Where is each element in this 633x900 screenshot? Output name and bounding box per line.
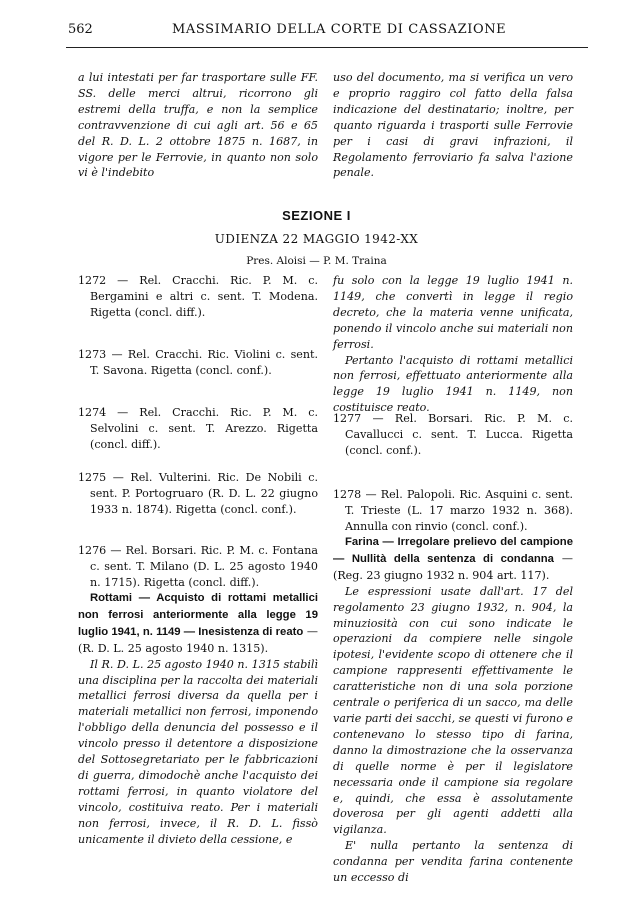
rottami-ref: — (R. D. L. 25 agosto 1940 n. 1315). [78,624,318,655]
entry-1276: 1276 — Rel. Borsari. Ric. P. M. c. Fontana c. sent. T. Milano (D. L. 25 agosto 1940 n. 1715). Rigetta (concl. diff.). [78,544,318,589]
rottami-heading: Rottami — Acquisto di rottami metallici non ferrosi anteriormente alla legge 19 luglio 1941, n. 1149 — Inesistenza di reato [78,592,318,638]
rottami-body: Il R. D. L. 25 agosto 1940 n. 1315 stabilì una disciplina per la raccolta dei materiali metallici ferrosi diversa da quella per i materiali metallici non ferrosi, imponendo l'obbligo della denuncia del possesso e il vincolo presso il detentore a disposizione del Sottosegretariato per le fabbricazioni di guerra, dimodochè anche l'acquisto dei rottami ferrosi, in quanto violatore del vincolo, costituiva reato. Per i materiali non ferrosi, invece, il R. D. L. fissò unicamente il divieto della cessione, e [78,657,318,846]
page-number: 562 [68,22,93,37]
top-right-paragraph: uso del documento, ma si verifica un vero e proprio raggiro col fatto della falsa indicazione del destinatario; inoltre, per quanto riguarda i trasporti sulle Ferrovie per i casi di gravi infrazioni, il Regolamento ferroviario fa salva l'azione penale. [333,71,573,180]
farina-heading: Farina — Irregolare prelievo del campione — Nullità della sentenza di condanna [333,536,573,565]
rottami-block [78,590,318,848]
entry-1273: 1273 — Rel. Cracchi. Ric. Violini c. sent. T. Savona. Rigetta (concl. conf.). [78,348,318,377]
farina-ref: — (Reg. 23 giugno 1932 n. 904 art. 117). [333,551,573,582]
section-title: SEZIONE I [282,208,351,223]
right-continuation [333,273,573,416]
top-left-paragraph: a lui intestati per far trasportare sulle FF. SS. delle merci altrui, ricorrono gli estremi della truffa, e non la semplice contravvenzione di cui agli art. 56 e 65 del R. D. L. 2 ottobre 1875 n. 1687, in vigore per le Ferrovie, in quanto non solo vi è l'indebito [78,71,318,180]
continuation-paragraph-1: fu solo con la legge 19 luglio 1941 n. 1149, che convertì in legge il regio decreto, che la materia venne unificata, ponendo il vincolo anche sui materiali non ferrosi. [333,274,573,351]
entry-1278: 1278 — Rel. Palopoli. Ric. Asquini c. sent. T. Trieste (L. 17 marzo 1932 n. 368). Annulla con rinvio (concl. conf.). [333,488,573,533]
president-line: Pres. Aloisi — P. M. Traina [246,255,387,267]
entry-1274: 1274 — Rel. Cracchi. Ric. P. M. c. Selvolini c. sent. T. Arezzo. Rigetta (concl. diff.). [78,406,318,451]
running-title: MASSIMARIO DELLA CORTE DI CASSAZIONE [172,22,507,37]
header-rule [66,47,588,48]
entry-1275: 1275 — Rel. Vulterini. Ric. De Nobili c. sent. P. Portogruaro (R. D. L. 22 giugno 1933 n. 1874). Rigetta (concl. conf.). [78,471,318,516]
farina-block [333,534,573,886]
entry-1277: 1277 — Rel. Borsari. Ric. P. M. c. Cavallucci c. sent. T. Lucca. Rigetta (concl. conf.). [333,412,573,457]
farina-body-2: E' nulla pertanto la sentenza di condanna per vendita farina contenente un eccesso di [333,839,573,885]
hearing-date: UDIENZA 22 MAGGIO 1942-XX [214,232,419,246]
continuation-paragraph-2: Pertanto l'acquisto di rottami metallici non ferrosi, effettuato anteriormente alla legge 19 luglio 1941 n. 1149, non costituisce reato. [333,353,573,415]
entry-1272: 1272 — Rel. Cracchi. Ric. P. M. c. Bergamini e altri c. sent. T. Modena. Rigetta (concl. diff.). [78,274,318,319]
farina-body: Le espressioni usate dall'art. 17 del regolamento 23 giugno 1932, n. 904, la minuziosità con cui sono indicate le operazioni da compiere nelle singole ipotesi, l'evidente scopo di ottenere che il campione rappresenti effettivamente le caratteristiche non di una sola porzione centrale o periferica di un sacco, ma delle varie parti dei sacchi, se questi vi furono e contenevano lo stesso tipo di farina, danno la dimostrazione che la osservanza di quelle norme è per il legislatore necessaria onde il campione sia regolare e, quindi, che essa è assolutamente doverosa per gli agenti addetti alla vigilanza. [333,584,573,837]
